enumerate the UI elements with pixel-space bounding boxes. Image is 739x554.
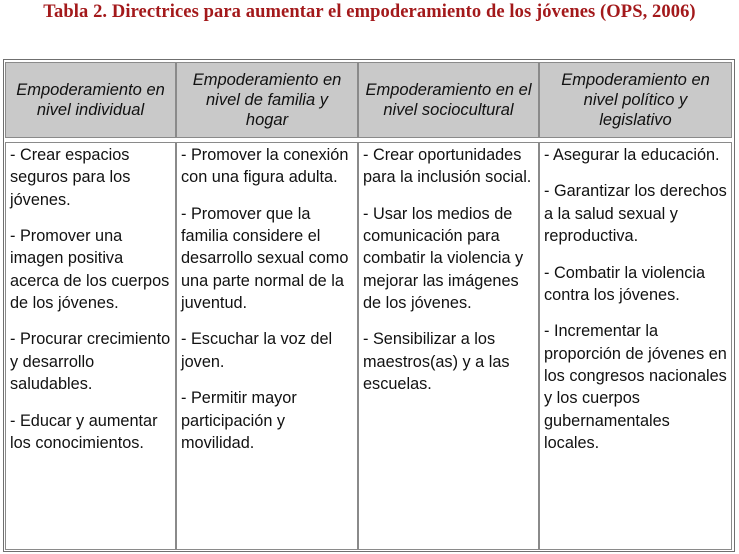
- list-item: - Permitir mayor participación y movilidad.: [181, 389, 297, 452]
- column-family-home: [176, 142, 358, 550]
- list-item: - Crear oportunidades para la inclusión social.: [363, 146, 532, 187]
- list-item: - Educar y aumentar los conocimientos.: [10, 411, 158, 452]
- header-sociocultural: Empoderamiento en el nivel sociocultural: [358, 62, 539, 138]
- list-item: - Escuchar la voz del joven.: [181, 330, 333, 371]
- list-item: - Crear espacios seguros para los jóvenes.: [10, 146, 131, 209]
- list-item: - Garantizar los derechos a la salud sexual y reproductiva.: [544, 182, 727, 246]
- column-individual: [5, 142, 176, 550]
- column-political-legislative: [539, 142, 732, 550]
- list-item: - Usar los medios de comunicación para combatir la violencia y mejorar las imágenes de los jóvenes.: [363, 204, 524, 312]
- column-sociocultural: [358, 142, 539, 550]
- list-item: - Combatir la violencia contra los jóvenes.: [544, 263, 706, 304]
- list-item: - Promover la conexión con una figura adulta.: [181, 146, 349, 187]
- list-item: - Promover que la familia considere el desarrollo sexual como una parte normal de la juventud.: [181, 204, 349, 312]
- table-title: Tabla 2. Directrices para aumentar el empoderamiento de los jóvenes (OPS, 2006): [43, 2, 696, 22]
- header-individual: Empoderamiento en nivel individual: [5, 62, 176, 138]
- header-family-home: Empoderamiento en nivel de familia y hogar: [176, 62, 358, 138]
- list-item: - Promover una imagen positiva acerca de los cuerpos de los jóvenes.: [10, 227, 170, 312]
- header-political-legislative: Empoderamiento en nivel político y legislativo: [539, 62, 732, 138]
- list-item: - Incrementar la proporción de jóvenes en los congresos nacionales y los cuerpos gubernamentales locales.: [544, 322, 727, 452]
- list-item: - Sensibilizar a los maestros(as) y a las escuelas.: [363, 330, 510, 394]
- list-item: - Asegurar la educación.: [544, 146, 720, 164]
- list-item: - Procurar crecimiento y desarrollo saludables.: [10, 330, 171, 394]
